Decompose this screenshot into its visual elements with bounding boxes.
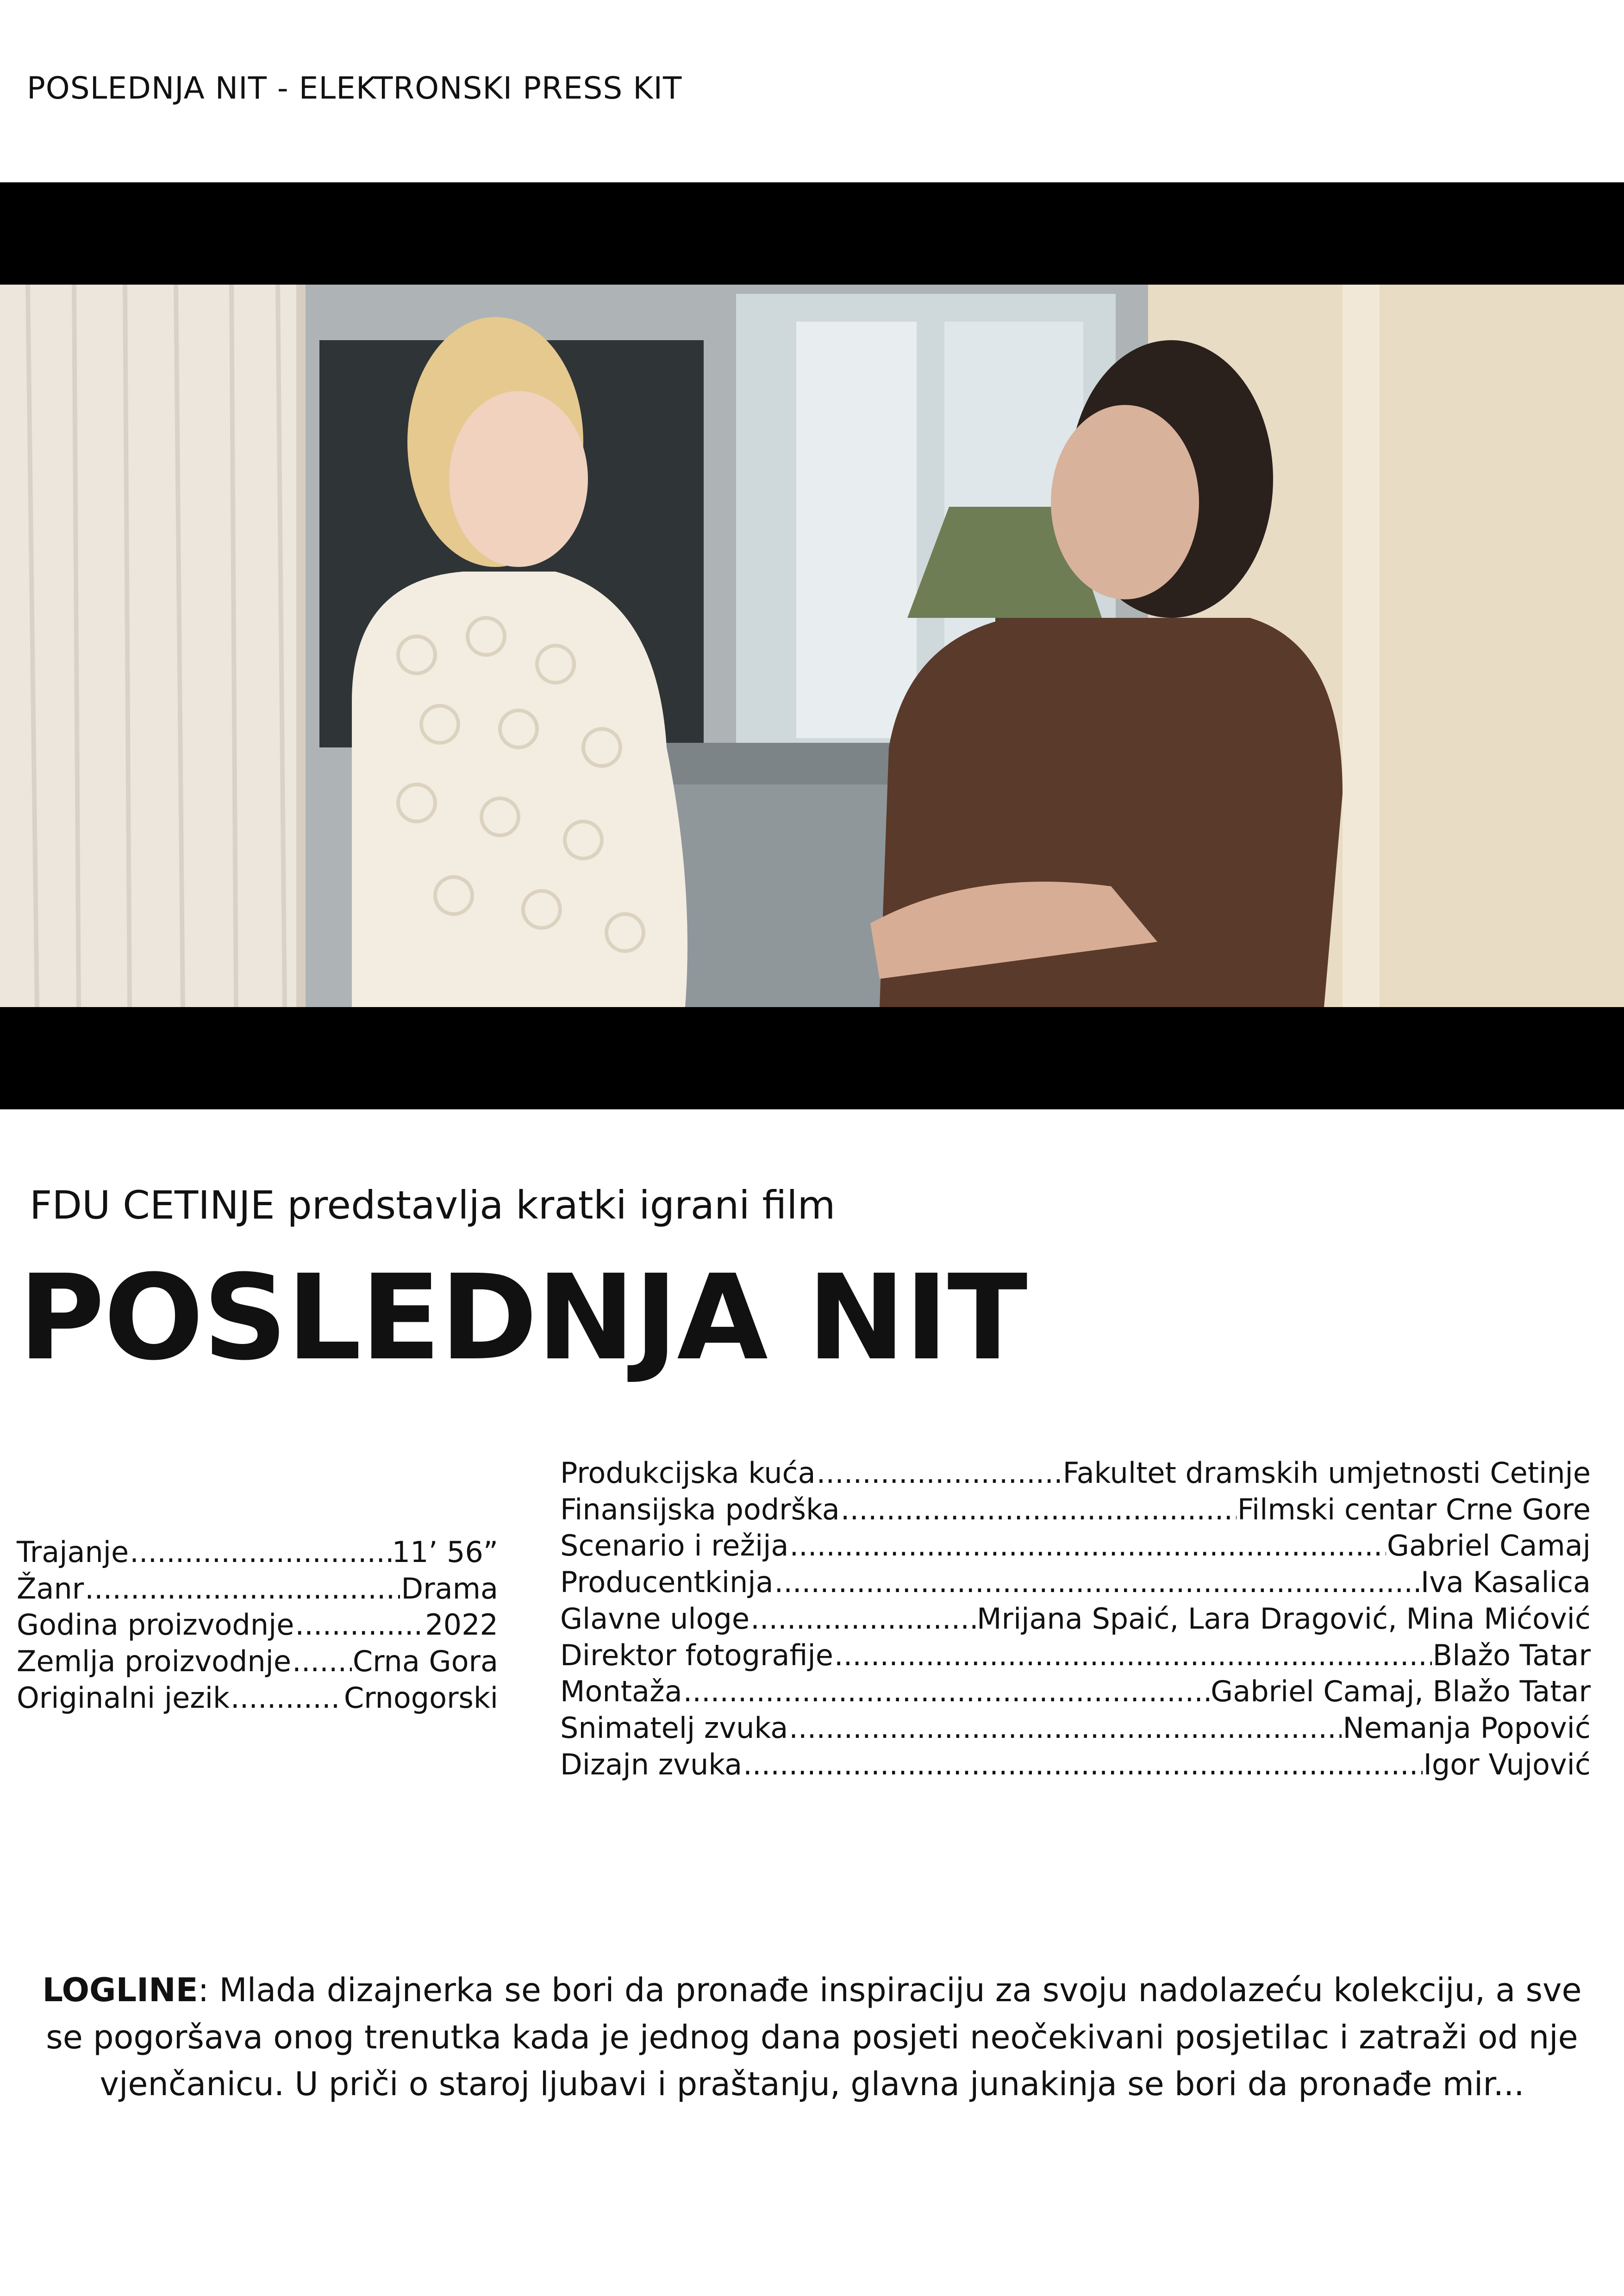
credit-label: Produkcijska kuća: [560, 1456, 816, 1490]
spec-row-language: [17, 1680, 498, 1717]
credit-label: Producentkinja: [560, 1565, 774, 1599]
film-title: POSLEDNJA NIT: [19, 1249, 1027, 1386]
spec-row-country: [17, 1643, 498, 1680]
dot-leader: [817, 1455, 1062, 1492]
credit-row-production: [560, 1455, 1591, 1492]
credit-label: Finansijska podrška: [560, 1492, 840, 1526]
credit-row-editing: [560, 1674, 1591, 1710]
credit-value: Nemanja Popović: [1343, 1711, 1591, 1745]
dot-leader: [292, 1643, 352, 1680]
spec-label: Zemlja proizvodnje: [17, 1644, 291, 1679]
credit-row-sound-recordist: [560, 1710, 1591, 1747]
spec-value: Crna Gora: [352, 1644, 498, 1679]
film-still: [0, 182, 1624, 1109]
credit-row-writer-director: [560, 1528, 1591, 1564]
spec-value: Drama: [401, 1571, 498, 1605]
credit-value: Blažo Tatar: [1432, 1638, 1591, 1672]
credit-label: Snimatelj zvuka: [560, 1711, 788, 1745]
dot-leader: [743, 1747, 1422, 1783]
presents-line: FDU CETINJE predstavlja kratki igrani film: [30, 1182, 836, 1228]
dot-leader: [841, 1492, 1237, 1528]
logline-text: : Mlada dizajnerka se bori da pronađe inspiraciju za svoju nadolazeću kolekciju, a sve se pogoršava onog trenutka kada je jednog dana posjeti neočekivani posjetilac i zatraži od nje vjenčanicu. U priči o staroj ljubavi i praštanju, glavna junakinja se bori da pronađe mir...: [46, 1971, 1582, 2103]
spec-label: Godina proizvodnje: [17, 1608, 294, 1642]
logline-label: LOGLINE: [42, 1971, 198, 2009]
credits: [560, 1455, 1591, 1783]
press-kit-header: POSLEDNJA NIT - ELEKTRONSKI PRESS KIT: [27, 70, 682, 106]
spec-row-year: [17, 1607, 498, 1643]
credit-value: Iva Kasalica: [1420, 1565, 1591, 1599]
film-still-illustration: [0, 285, 1624, 1007]
dot-leader: [295, 1607, 424, 1643]
credit-label: Direktor fotografije: [560, 1638, 833, 1672]
technical-specs: [17, 1534, 498, 1717]
spec-value: Crnogorski: [344, 1680, 498, 1715]
credit-label: Dizajn zvuka: [560, 1747, 743, 1781]
spec-label: Trajanje: [17, 1535, 129, 1569]
credit-value: Mrijana Spaić, Lara Dragović, Mina Mićović: [977, 1601, 1591, 1636]
spec-value: 11’ 56”: [392, 1535, 498, 1569]
credit-value: Gabriel Camaj, Blažo Tatar: [1211, 1674, 1591, 1709]
credit-value: Igor Vujović: [1423, 1747, 1591, 1781]
dot-leader: [130, 1534, 391, 1571]
dot-leader: [789, 1528, 1386, 1564]
logline: [28, 1967, 1596, 2108]
credit-row-cast: [560, 1601, 1591, 1637]
spec-label: Originalni jezik: [17, 1680, 230, 1715]
credit-row-funding: [560, 1492, 1591, 1528]
credit-value: Gabriel Camaj: [1387, 1529, 1591, 1563]
spec-row-genre: [17, 1571, 498, 1607]
spec-label: Žanr: [17, 1571, 84, 1605]
credit-label: Montaža: [560, 1674, 682, 1709]
credit-label: Glavne uloge: [560, 1601, 750, 1636]
dot-leader: [750, 1601, 976, 1637]
dot-leader: [775, 1564, 1420, 1601]
film-still-frame: [0, 285, 1624, 1007]
spec-value: 2022: [425, 1608, 498, 1642]
credit-row-producer: [560, 1564, 1591, 1601]
dot-leader: [834, 1637, 1432, 1674]
credit-value: Filmski centar Crne Gore: [1237, 1492, 1591, 1526]
dot-leader: [85, 1571, 400, 1607]
credit-row-dop: [560, 1637, 1591, 1674]
dot-leader: [231, 1680, 343, 1717]
dot-leader: [683, 1674, 1210, 1710]
credit-row-sound-design: [560, 1747, 1591, 1783]
spec-row-duration: [17, 1534, 498, 1571]
credit-label: Scenario i režija: [560, 1529, 789, 1563]
dot-leader: [789, 1710, 1342, 1747]
credit-value: Fakultet dramskih umjetnosti Cetinje: [1062, 1456, 1591, 1490]
